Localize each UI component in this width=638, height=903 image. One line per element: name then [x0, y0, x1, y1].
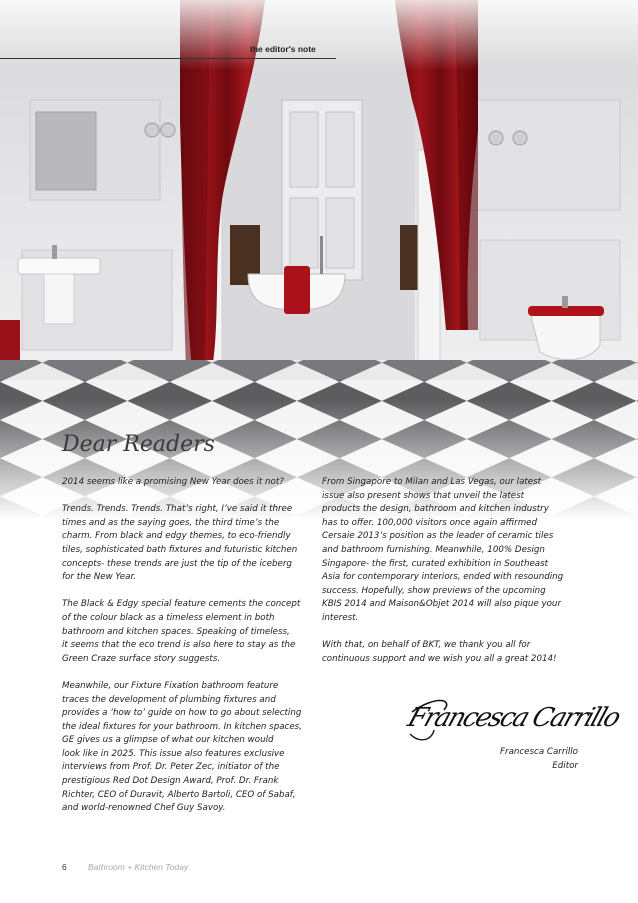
- paragraph-fixture-fixation: Meanwhile, our Fixture Fixation bathroom feature traces the development of plumbing fixtures and provides a ‘how to’ guide on how to go about selecting the ideal fixtures for your bathroom. In kitchen spaces, GE gives us a glimpse of what our kitchen would look like in 2025. This issue also features exclusive interviews from Prof. Dr. Peter Zec, initiator of the prestigious Red Dot Design Award, Prof. Dr. Frank Richter, CEO of Duravit, Alberto Bartoli, CEO of Sabaf, and world-renowned Chef Guy Savoy.: [62, 680, 302, 814]
- paragraph-thanks: With that, on behalf of BKT, we thank you all for continuous support and we wish you all a great 2014!: [322, 640, 557, 664]
- svg-text:Francesca Carrillo: Francesca Carrillo: [404, 702, 623, 733]
- author-name: Francesca Carrillo: [500, 747, 578, 757]
- author-role: Editor: [552, 761, 578, 771]
- header-rule: [0, 58, 336, 59]
- paragraph-black-edgy: The Black & Edgy special feature cements the concept of the colour black as a timeless element in both bathroom and kitchen spaces. Speaking of timeless, it seems that the eco trend is also here to stay as the Green Craze surface story suggests.: [62, 599, 301, 664]
- publication-name: Bathroom + Kitchen Today: [88, 862, 189, 872]
- page-number: 6: [62, 862, 67, 872]
- paragraph-shows: From Singapore to Milan and Las Vegas, our latest issue also present shows that unveil the latest products the design, bathroom and kitchen industry has to offer. 100,000 visitors once again affirmed Cersaie 2013’s position as the leader of ceramic tiles and bathroom furnishing. Meanwhile, 100% Design Singapore- the first, curated exhibition in Southeast Asia for contemporary interiors, ended with resounding success. Hopefully, show previews of the upcoming KBIS 2014 and Maison&Objet 2014 will also pique your interest.: [322, 477, 564, 623]
- signature-image: [404, 690, 623, 750]
- article-title: Dear Readers: [62, 432, 215, 457]
- section-label: the editor's note: [250, 44, 316, 54]
- paragraph-intro: 2014 seems like a promising New Year does it not?: [62, 477, 284, 487]
- paragraph-trends: Trends. Trends. Trends. That’s right, I’ve said it three times and as the saying goes, the third time’s the charm. From black and edgy themes, to eco-friendly tiles, sophisticated bath fixtures and futuristic kitchen concepts- these trends are just the tip of the iceberg for the New Year.: [62, 504, 298, 583]
- left-column: [62, 476, 318, 829]
- right-column: [322, 476, 584, 680]
